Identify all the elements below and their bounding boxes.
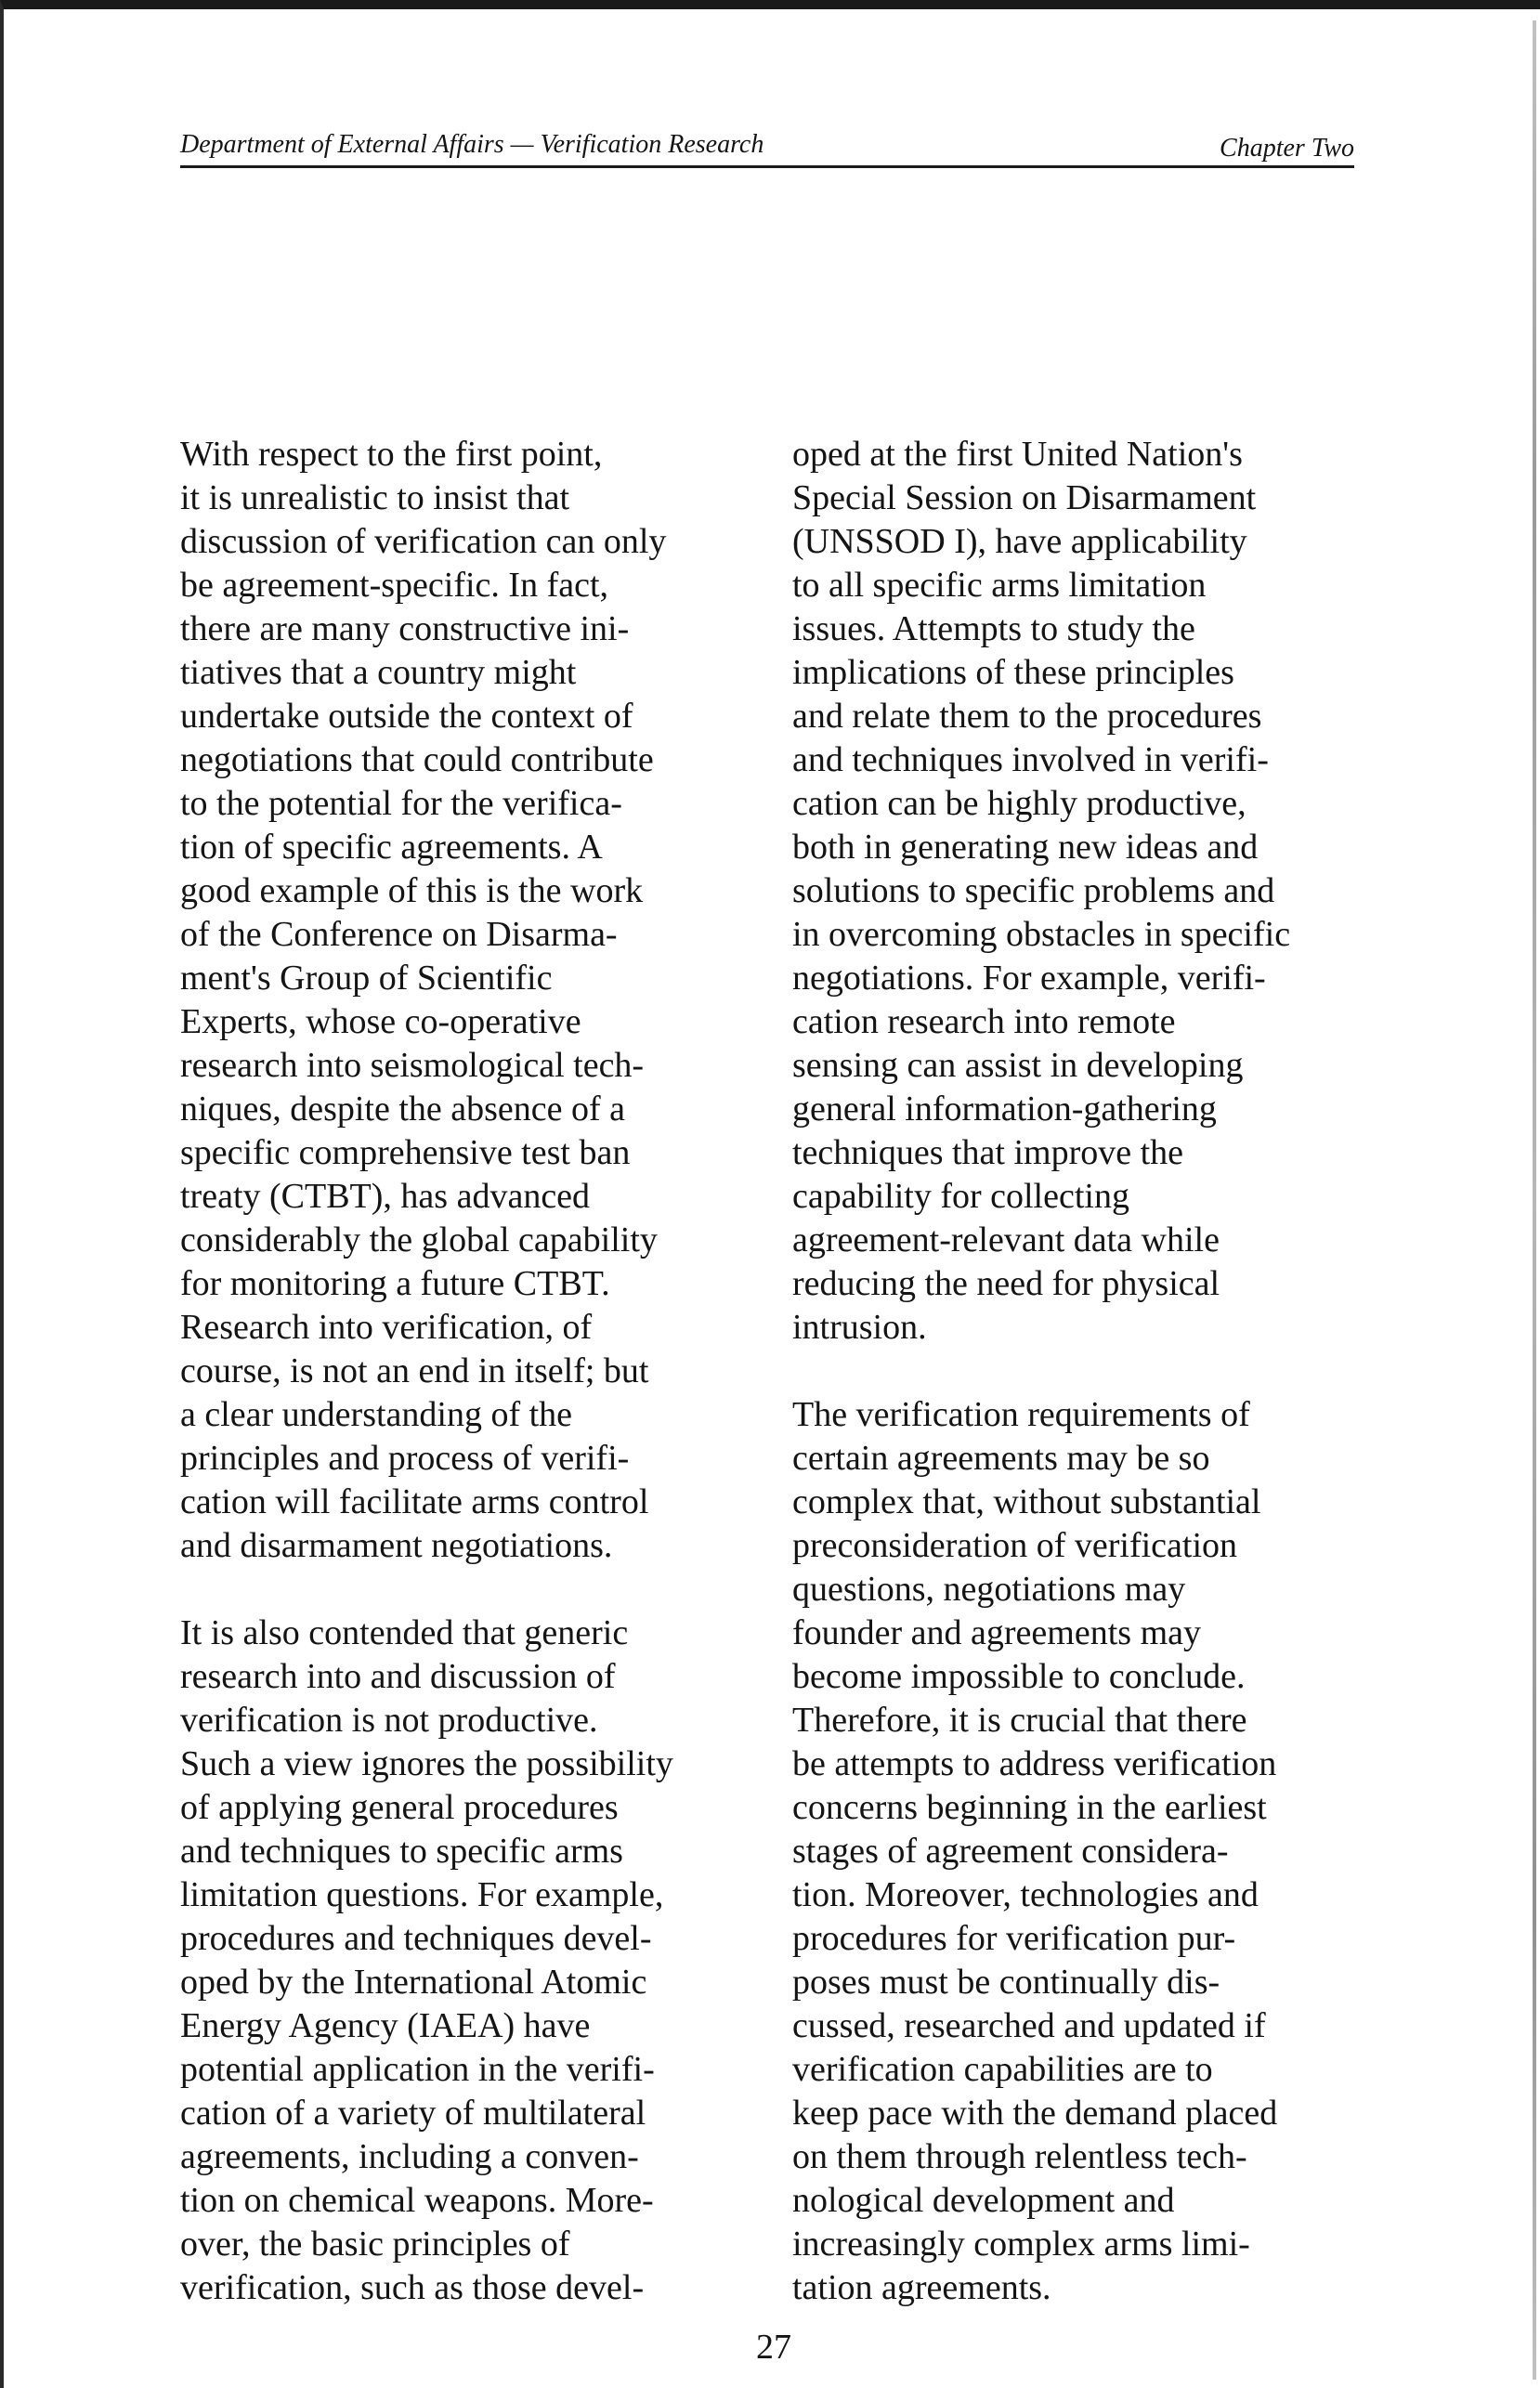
text-line: The verification requirements of: [792, 1395, 1250, 1434]
text-line: poses must be continually dis-: [792, 1963, 1220, 2002]
page-edge: [1533, 20, 1536, 2380]
text-line: to the potential for the verifica-: [180, 784, 622, 823]
text-line: tion of specific agreements. A: [180, 828, 603, 867]
running-header: [180, 124, 1354, 168]
text-line: ment's Group of Scientific: [180, 959, 553, 998]
text-line: procedures for verification pur-: [792, 1919, 1236, 1958]
text-line: principles and process of verifi-: [180, 1439, 630, 1478]
text-column-left: [180, 433, 775, 2354]
text-line: in overcoming obstacles in specific: [792, 915, 1291, 954]
text-line: cation of a variety of multilateral: [180, 2094, 646, 2133]
text-line: over, the basic principles of: [180, 2225, 570, 2264]
text-line: become impossible to conclude.: [792, 1657, 1246, 1696]
text-line: for monitoring a future CTBT.: [180, 1264, 610, 1303]
text-line: reducing the need for physical: [792, 1264, 1220, 1303]
text-line: cation research into remote: [792, 1002, 1176, 1041]
text-line: Experts, whose co-operative: [180, 1002, 581, 1041]
text-line: there are many constructive ini-: [180, 609, 630, 648]
text-line: keep pace with the demand placed: [792, 2094, 1278, 2133]
text-line: it is unrealistic to insist that: [180, 478, 570, 517]
text-line: research into seismological tech-: [180, 1046, 645, 1085]
text-line: be attempts to address verification: [792, 1744, 1277, 1783]
text-line: verification is not productive.: [180, 1701, 598, 1740]
text-column-right: [792, 433, 1387, 2354]
text-line: concerns beginning in the earliest: [792, 1788, 1267, 1827]
page-number: 27: [756, 2328, 791, 2367]
text-line: Such a view ignores the possibility: [180, 1744, 673, 1783]
text-line: oped at the first United Nation's: [792, 435, 1243, 474]
text-line: issues. Attempts to study the: [792, 609, 1195, 648]
text-line: cation can be highly productive,: [792, 784, 1246, 823]
text-line: techniques that improve the: [792, 1133, 1184, 1172]
text-line: and disarmament negotiations.: [180, 1526, 613, 1565]
text-line: both in generating new ideas and: [792, 828, 1259, 867]
text-line: to all specific arms limitation: [792, 566, 1207, 605]
text-line: tion on chemical weapons. More-: [180, 2181, 654, 2220]
text-line: and relate them to the procedures: [792, 697, 1262, 736]
text-line: capability for collecting: [792, 1177, 1129, 1216]
text-line: general information-gathering: [792, 1090, 1217, 1129]
paragraph: [792, 1393, 1387, 2310]
text-line: nological development and: [792, 2181, 1175, 2220]
text-line: and techniques involved in verifi-: [792, 740, 1269, 779]
text-line: questions, negotiations may: [792, 1570, 1186, 1609]
text-line: on them through relentless tech-: [792, 2137, 1247, 2176]
text-line: limitation questions. For example,: [180, 1875, 664, 1914]
text-line: solutions to specific problems and: [792, 871, 1275, 910]
text-line: and techniques to specific arms: [180, 1832, 623, 1871]
text-line: preconsideration of verification: [792, 1526, 1238, 1565]
text-line: of applying general procedures: [180, 1788, 619, 1827]
text-line: implications of these principles: [792, 653, 1234, 692]
text-line: course, is not an end in itself; but: [180, 1351, 649, 1390]
text-line: increasingly complex arms limi-: [792, 2225, 1250, 2264]
text-line: tiatives that a country might: [180, 653, 577, 692]
text-line: undertake outside the context of: [180, 697, 633, 736]
text-line: tion. Moreover, technologies and: [792, 1875, 1259, 1914]
text-line: complex that, without substantial: [792, 1482, 1261, 1521]
text-line: (UNSSOD I), have applicability: [792, 522, 1247, 561]
text-line: discussion of verification can only: [180, 522, 667, 561]
text-line: verification, such as those devel-: [180, 2268, 645, 2307]
text-line: potential application in the verifi-: [180, 2050, 655, 2089]
text-line: tation agreements.: [792, 2268, 1051, 2307]
text-line: Special Session on Disarmament: [792, 478, 1257, 517]
text-line: cation will facilitate arms control: [180, 1482, 649, 1521]
text-line: Energy Agency (IAEA) have: [180, 2006, 591, 2045]
text-line: With respect to the first point,: [180, 435, 603, 474]
text-line: a clear understanding of the: [180, 1395, 573, 1434]
text-line: cussed, researched and updated if: [792, 2006, 1266, 2045]
text-line: treaty (CTBT), has advanced: [180, 1177, 591, 1216]
text-line: procedures and techniques devel-: [180, 1919, 652, 1958]
text-line: founder and agreements may: [792, 1613, 1201, 1652]
paragraph: [792, 433, 1387, 1350]
text-line: considerably the global capability: [180, 1220, 658, 1259]
text-line: good example of this is the work: [180, 871, 644, 910]
text-line: oped by the International Atomic: [180, 1963, 647, 2002]
text-line: research into and discussion of: [180, 1657, 616, 1696]
text-line: agreement-relevant data while: [792, 1220, 1220, 1259]
text-line: niques, despite the absence of a: [180, 1090, 626, 1129]
text-line: stages of agreement considera-: [792, 1832, 1229, 1871]
header-chapter-label: Chapter Two: [1220, 134, 1354, 163]
text-line: certain agreements may be so: [792, 1439, 1210, 1478]
text-line: sensing can assist in developing: [792, 1046, 1244, 1085]
text-line: be agreement-specific. In fact,: [180, 566, 609, 605]
header-publication-title: Department of External Affairs — Verification Research: [180, 130, 764, 159]
text-line: intrusion.: [792, 1308, 927, 1347]
text-line: It is also contended that generic: [180, 1613, 629, 1652]
text-line: Research into verification, of: [180, 1308, 593, 1347]
text-line: Therefore, it is crucial that there: [792, 1701, 1247, 1740]
paragraph: [180, 1612, 775, 2310]
text-line: specific comprehensive test ban: [180, 1133, 631, 1172]
text-line: negotiations. For example, verifi-: [792, 959, 1266, 998]
text-line: negotiations that could contribute: [180, 740, 654, 779]
paragraph: [180, 433, 775, 1568]
text-line: of the Conference on Disarma-: [180, 915, 618, 954]
text-line: verification capabilities are to: [792, 2050, 1213, 2089]
text-line: agreements, including a conven-: [180, 2137, 639, 2176]
